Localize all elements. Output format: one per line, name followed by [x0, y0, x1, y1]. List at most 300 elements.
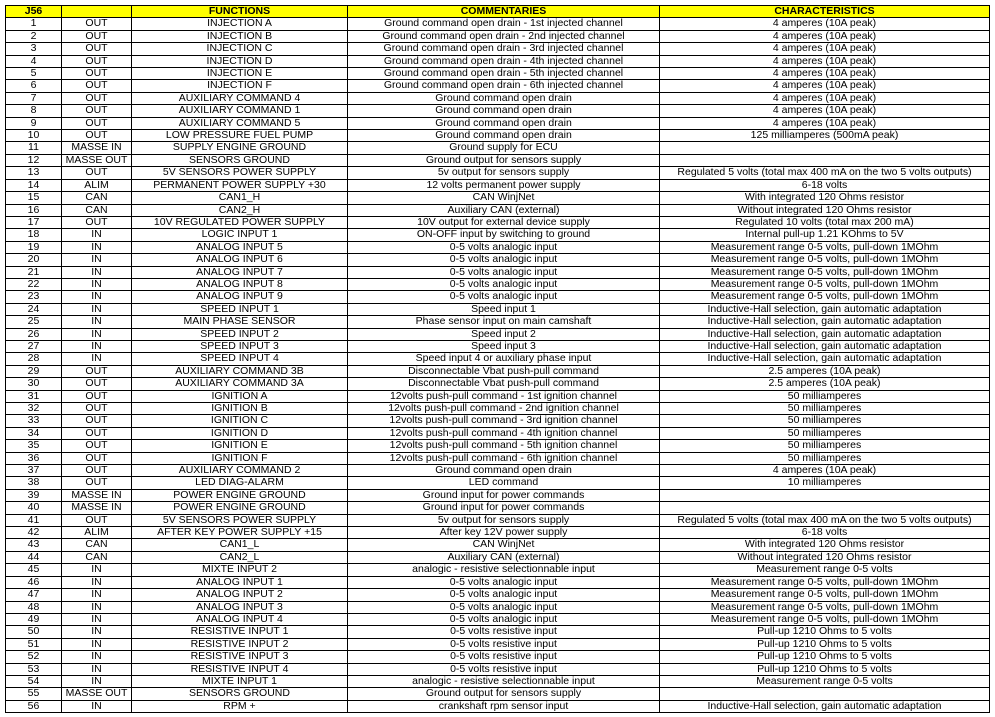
table-row [6, 142, 990, 154]
direction-cell: OUT [62, 452, 132, 464]
direction-cell: IN [62, 328, 132, 340]
table-row [6, 80, 990, 92]
pin-cell: 35 [6, 440, 62, 452]
characteristics-cell: 4 amperes (10A peak) [660, 117, 990, 129]
direction-cell: ALIM [62, 527, 132, 539]
comment-cell: 12volts push-pull command - 3rd ignition channel [348, 415, 660, 427]
function-cell: IGNITION D [132, 427, 348, 439]
table-row [6, 216, 990, 228]
direction-cell: OUT [62, 105, 132, 117]
table-row [6, 316, 990, 328]
table-row [6, 626, 990, 638]
pin-cell: 25 [6, 316, 62, 328]
pin-cell: 29 [6, 365, 62, 377]
characteristics-cell [660, 502, 990, 514]
direction-cell: IN [62, 638, 132, 650]
direction-cell: MASSE IN [62, 502, 132, 514]
table-row [6, 167, 990, 179]
table-row [6, 675, 990, 687]
table-header [6, 6, 990, 18]
header-direction [62, 6, 132, 18]
table-row [6, 328, 990, 340]
characteristics-cell: Regulated 5 volts (total max 400 mA on the two 5 volts outputs) [660, 514, 990, 526]
pin-cell: 5 [6, 68, 62, 80]
function-cell: SPEED INPUT 4 [132, 353, 348, 365]
characteristics-cell: 4 amperes (10A peak) [660, 105, 990, 117]
comment-cell: Speed input 4 or auxiliary phase input [348, 353, 660, 365]
function-cell: ANALOG INPUT 9 [132, 291, 348, 303]
pin-cell: 50 [6, 626, 62, 638]
function-cell: SUPPLY ENGINE GROUND [132, 142, 348, 154]
comment-cell: Disconnectable Vbat push-pull command [348, 365, 660, 377]
header-connector: J56 [6, 6, 62, 18]
comment-cell: Ground output for sensors supply [348, 688, 660, 700]
pin-cell: 26 [6, 328, 62, 340]
characteristics-cell: Measurement range 0-5 volts, pull-down 1MOhm [660, 601, 990, 613]
pin-cell: 16 [6, 204, 62, 216]
pin-cell: 9 [6, 117, 62, 129]
table-row [6, 663, 990, 675]
function-cell: LED DIAG-ALARM [132, 477, 348, 489]
characteristics-cell: 50 milliamperes [660, 427, 990, 439]
direction-cell: IN [62, 340, 132, 352]
pin-cell: 6 [6, 80, 62, 92]
characteristics-cell: Measurement range 0-5 volts, pull-down 1MOhm [660, 241, 990, 253]
comment-cell: Auxiliary CAN (external) [348, 204, 660, 216]
comment-cell: 0-5 volts analogic input [348, 241, 660, 253]
characteristics-cell: With integrated 120 Ohms resistor [660, 192, 990, 204]
comment-cell: 0-5 volts analogic input [348, 589, 660, 601]
function-cell: LOW PRESSURE FUEL PUMP [132, 130, 348, 142]
pin-cell: 33 [6, 415, 62, 427]
direction-cell: OUT [62, 378, 132, 390]
comment-cell: Phase sensor input on main camshaft [348, 316, 660, 328]
direction-cell: MASSE OUT [62, 688, 132, 700]
function-cell: RESISTIVE INPUT 2 [132, 638, 348, 650]
pin-cell: 36 [6, 452, 62, 464]
table-row [6, 551, 990, 563]
pin-cell: 14 [6, 179, 62, 191]
characteristics-cell: 2.5 amperes (10A peak) [660, 378, 990, 390]
table-row [6, 539, 990, 551]
comment-cell: Ground input for power commands [348, 489, 660, 501]
function-cell: ANALOG INPUT 8 [132, 278, 348, 290]
characteristics-cell: Measurement range 0-5 volts, pull-down 1MOhm [660, 613, 990, 625]
function-cell: IGNITION C [132, 415, 348, 427]
function-cell: SENSORS GROUND [132, 688, 348, 700]
pin-cell: 22 [6, 278, 62, 290]
table-row [6, 527, 990, 539]
comment-cell: 12volts push-pull command - 5th ignition channel [348, 440, 660, 452]
table-row [6, 179, 990, 191]
table-row [6, 651, 990, 663]
pin-cell: 20 [6, 254, 62, 266]
characteristics-cell [660, 688, 990, 700]
function-cell: POWER ENGINE GROUND [132, 502, 348, 514]
table-row [6, 192, 990, 204]
characteristics-cell: Inductive-Hall selection, gain automatic adaptation [660, 700, 990, 712]
characteristics-cell: 50 milliamperes [660, 452, 990, 464]
direction-cell: IN [62, 576, 132, 588]
function-cell: CAN2_H [132, 204, 348, 216]
direction-cell: IN [62, 613, 132, 625]
comment-cell: analogic - resistive selectionnable input [348, 675, 660, 687]
function-cell: ANALOG INPUT 3 [132, 601, 348, 613]
function-cell: ANALOG INPUT 5 [132, 241, 348, 253]
comment-cell: Ground command open drain [348, 130, 660, 142]
direction-cell: IN [62, 601, 132, 613]
characteristics-cell: Inductive-Hall selection, gain automatic adaptation [660, 340, 990, 352]
pin-cell: 47 [6, 589, 62, 601]
characteristics-cell: Without integrated 120 Ohms resistor [660, 551, 990, 563]
function-cell: AUXILIARY COMMAND 2 [132, 465, 348, 477]
direction-cell: IN [62, 663, 132, 675]
comment-cell: 0-5 volts resistive input [348, 663, 660, 675]
pin-cell: 53 [6, 663, 62, 675]
pin-cell: 18 [6, 229, 62, 241]
comment-cell: Ground command open drain - 1st injected channel [348, 18, 660, 30]
direction-cell: OUT [62, 216, 132, 228]
direction-cell: OUT [62, 390, 132, 402]
function-cell: AFTER KEY POWER SUPPLY +15 [132, 527, 348, 539]
comment-cell: Ground command open drain [348, 465, 660, 477]
function-cell: 5V SENSORS POWER SUPPLY [132, 514, 348, 526]
function-cell: 5V SENSORS POWER SUPPLY [132, 167, 348, 179]
pin-cell: 3 [6, 43, 62, 55]
characteristics-cell: Measurement range 0-5 volts [660, 675, 990, 687]
table-row [6, 92, 990, 104]
direction-cell: ALIM [62, 179, 132, 191]
characteristics-cell: Inductive-Hall selection, gain automatic adaptation [660, 316, 990, 328]
table-row [6, 154, 990, 166]
table-row [6, 278, 990, 290]
table-row [6, 105, 990, 117]
direction-cell: CAN [62, 539, 132, 551]
pin-cell: 8 [6, 105, 62, 117]
function-cell: SPEED INPUT 1 [132, 303, 348, 315]
pinout-table [5, 5, 990, 713]
function-cell: AUXILIARY COMMAND 5 [132, 117, 348, 129]
characteristics-cell: Inductive-Hall selection, gain automatic adaptation [660, 353, 990, 365]
direction-cell: IN [62, 651, 132, 663]
function-cell: MIXTE INPUT 1 [132, 675, 348, 687]
characteristics-cell: Regulated 5 volts (total max 400 mA on the two 5 volts outputs) [660, 167, 990, 179]
direction-cell: OUT [62, 167, 132, 179]
pin-cell: 12 [6, 154, 62, 166]
function-cell: INJECTION D [132, 55, 348, 67]
pin-cell: 15 [6, 192, 62, 204]
direction-cell: IN [62, 278, 132, 290]
comment-cell: analogic - resistive selectionnable input [348, 564, 660, 576]
direction-cell: CAN [62, 551, 132, 563]
pin-cell: 1 [6, 18, 62, 30]
characteristics-cell: Measurement range 0-5 volts, pull-down 1MOhm [660, 576, 990, 588]
pin-cell: 32 [6, 403, 62, 415]
function-cell: RESISTIVE INPUT 3 [132, 651, 348, 663]
function-cell: IGNITION E [132, 440, 348, 452]
pin-cell: 43 [6, 539, 62, 551]
direction-cell: OUT [62, 477, 132, 489]
table-row [6, 452, 990, 464]
function-cell: INJECTION C [132, 43, 348, 55]
table-row [6, 241, 990, 253]
pin-cell: 44 [6, 551, 62, 563]
direction-cell: OUT [62, 68, 132, 80]
function-cell: LOGIC INPUT 1 [132, 229, 348, 241]
header-row [6, 6, 990, 18]
function-cell: CAN1_H [132, 192, 348, 204]
characteristics-cell: 4 amperes (10A peak) [660, 55, 990, 67]
characteristics-cell: 4 amperes (10A peak) [660, 30, 990, 42]
function-cell: IGNITION A [132, 390, 348, 402]
characteristics-cell: 2.5 amperes (10A peak) [660, 365, 990, 377]
comment-cell: 12volts push-pull command - 6th ignition channel [348, 452, 660, 464]
direction-cell: IN [62, 266, 132, 278]
function-cell: SPEED INPUT 2 [132, 328, 348, 340]
table-row [6, 55, 990, 67]
pin-cell: 31 [6, 390, 62, 402]
function-cell: CAN2_L [132, 551, 348, 563]
characteristics-cell [660, 489, 990, 501]
characteristics-cell: Measurement range 0-5 volts, pull-down 1MOhm [660, 291, 990, 303]
pin-cell: 54 [6, 675, 62, 687]
function-cell: POWER ENGINE GROUND [132, 489, 348, 501]
comment-cell: 0-5 volts resistive input [348, 651, 660, 663]
table-row [6, 390, 990, 402]
comment-cell: 0-5 volts resistive input [348, 638, 660, 650]
comment-cell: ON-OFF input by switching to ground [348, 229, 660, 241]
table-row [6, 378, 990, 390]
comment-cell: 0-5 volts analogic input [348, 278, 660, 290]
comment-cell: Ground command open drain - 3rd injected channel [348, 43, 660, 55]
direction-cell: OUT [62, 365, 132, 377]
table-body [6, 18, 990, 713]
direction-cell: OUT [62, 415, 132, 427]
characteristics-cell [660, 154, 990, 166]
table-row [6, 291, 990, 303]
pin-cell: 24 [6, 303, 62, 315]
comment-cell: Disconnectable Vbat push-pull command [348, 378, 660, 390]
comment-cell: Ground command open drain [348, 105, 660, 117]
table-row [6, 266, 990, 278]
direction-cell: IN [62, 589, 132, 601]
characteristics-cell: 50 milliamperes [660, 390, 990, 402]
table-row [6, 564, 990, 576]
header-characteristics: CHARACTERISTICS [660, 6, 990, 18]
pin-cell: 30 [6, 378, 62, 390]
pin-cell: 34 [6, 427, 62, 439]
header-commentaries: COMMENTARIES [348, 6, 660, 18]
function-cell: PERMANENT POWER SUPPLY +30 [132, 179, 348, 191]
function-cell: AUXILIARY COMMAND 3A [132, 378, 348, 390]
pin-cell: 45 [6, 564, 62, 576]
characteristics-cell: Regulated 10 volts (total max 200 mA) [660, 216, 990, 228]
table-row [6, 204, 990, 216]
direction-cell: IN [62, 303, 132, 315]
table-row [6, 465, 990, 477]
pin-cell: 39 [6, 489, 62, 501]
pin-cell: 2 [6, 30, 62, 42]
table-row [6, 340, 990, 352]
comment-cell: 12 volts permanent power supply [348, 179, 660, 191]
table-row [6, 576, 990, 588]
function-cell: INJECTION B [132, 30, 348, 42]
function-cell: AUXILIARY COMMAND 4 [132, 92, 348, 104]
comment-cell: 5v output for sensors supply [348, 514, 660, 526]
direction-cell: IN [62, 254, 132, 266]
characteristics-cell: 50 milliamperes [660, 440, 990, 452]
comment-cell: Ground command open drain - 5th injected channel [348, 68, 660, 80]
characteristics-cell: Measurement range 0-5 volts, pull-down 1MOhm [660, 278, 990, 290]
comment-cell: Ground command open drain [348, 92, 660, 104]
characteristics-cell: Measurement range 0-5 volts [660, 564, 990, 576]
direction-cell: CAN [62, 204, 132, 216]
direction-cell: OUT [62, 130, 132, 142]
pin-cell: 46 [6, 576, 62, 588]
table-row [6, 700, 990, 712]
table-row [6, 68, 990, 80]
table-row [6, 688, 990, 700]
comment-cell: 0-5 volts resistive input [348, 626, 660, 638]
characteristics-cell: 4 amperes (10A peak) [660, 68, 990, 80]
direction-cell: IN [62, 675, 132, 687]
comment-cell: Ground output for sensors supply [348, 154, 660, 166]
function-cell: SPEED INPUT 3 [132, 340, 348, 352]
characteristics-cell: 125 milliamperes (500mA peak) [660, 130, 990, 142]
table-row [6, 440, 990, 452]
function-cell: ANALOG INPUT 6 [132, 254, 348, 266]
characteristics-cell: 4 amperes (10A peak) [660, 465, 990, 477]
comment-cell: crankshaft rpm sensor input [348, 700, 660, 712]
table-row [6, 117, 990, 129]
characteristics-cell: Pull-up 1210 Ohms to 5 volts [660, 626, 990, 638]
characteristics-cell: Without integrated 120 Ohms resistor [660, 204, 990, 216]
table-row [6, 30, 990, 42]
table-row [6, 254, 990, 266]
characteristics-cell: 4 amperes (10A peak) [660, 43, 990, 55]
function-cell: CAN1_L [132, 539, 348, 551]
comment-cell: Ground command open drain - 4th injected channel [348, 55, 660, 67]
direction-cell: OUT [62, 92, 132, 104]
function-cell: INJECTION E [132, 68, 348, 80]
pin-cell: 41 [6, 514, 62, 526]
direction-cell: MASSE OUT [62, 154, 132, 166]
direction-cell: IN [62, 229, 132, 241]
table-row [6, 303, 990, 315]
pin-cell: 52 [6, 651, 62, 663]
characteristics-cell: 6-18 volts [660, 179, 990, 191]
pin-cell: 17 [6, 216, 62, 228]
pin-cell: 55 [6, 688, 62, 700]
function-cell: MIXTE INPUT 2 [132, 564, 348, 576]
comment-cell: 0-5 volts analogic input [348, 254, 660, 266]
comment-cell: CAN WinjNet [348, 192, 660, 204]
pin-cell: 27 [6, 340, 62, 352]
comment-cell: Auxiliary CAN (external) [348, 551, 660, 563]
characteristics-cell: 4 amperes (10A peak) [660, 80, 990, 92]
header-functions: FUNCTIONS [132, 6, 348, 18]
direction-cell: OUT [62, 465, 132, 477]
characteristics-cell: With integrated 120 Ohms resistor [660, 539, 990, 551]
function-cell: MAIN PHASE SENSOR [132, 316, 348, 328]
pin-cell: 28 [6, 353, 62, 365]
comment-cell: Ground command open drain - 2nd injected channel [348, 30, 660, 42]
function-cell: RPM + [132, 700, 348, 712]
pin-cell: 51 [6, 638, 62, 650]
comment-cell: Speed input 1 [348, 303, 660, 315]
table-row [6, 589, 990, 601]
function-cell: IGNITION B [132, 403, 348, 415]
characteristics-cell: 4 amperes (10A peak) [660, 92, 990, 104]
table-row [6, 613, 990, 625]
direction-cell: OUT [62, 43, 132, 55]
pin-cell: 37 [6, 465, 62, 477]
comment-cell: 0-5 volts analogic input [348, 601, 660, 613]
direction-cell: IN [62, 241, 132, 253]
comment-cell: 10V output for external device supply [348, 216, 660, 228]
pin-cell: 40 [6, 502, 62, 514]
function-cell: AUXILIARY COMMAND 3B [132, 365, 348, 377]
pin-cell: 56 [6, 700, 62, 712]
direction-cell: IN [62, 626, 132, 638]
table-row [6, 130, 990, 142]
comment-cell: Ground input for power commands [348, 502, 660, 514]
comment-cell: 12volts push-pull command - 2nd ignition channel [348, 403, 660, 415]
function-cell: ANALOG INPUT 1 [132, 576, 348, 588]
comment-cell: Ground command open drain [348, 117, 660, 129]
comment-cell: 0-5 volts analogic input [348, 291, 660, 303]
direction-cell: IN [62, 291, 132, 303]
characteristics-cell: Internal pull-up 1.21 KOhms to 5V [660, 229, 990, 241]
comment-cell: Ground command open drain - 6th injected channel [348, 80, 660, 92]
characteristics-cell: 4 amperes (10A peak) [660, 18, 990, 30]
pin-cell: 11 [6, 142, 62, 154]
characteristics-cell: Measurement range 0-5 volts, pull-down 1MOhm [660, 266, 990, 278]
characteristics-cell: Pull-up 1210 Ohms to 5 volts [660, 651, 990, 663]
function-cell: ANALOG INPUT 2 [132, 589, 348, 601]
direction-cell: OUT [62, 514, 132, 526]
function-cell: ANALOG INPUT 7 [132, 266, 348, 278]
table-row [6, 514, 990, 526]
table-row [6, 353, 990, 365]
function-cell: INJECTION F [132, 80, 348, 92]
characteristics-cell: Measurement range 0-5 volts, pull-down 1MOhm [660, 254, 990, 266]
comment-cell: After key 12V power supply [348, 527, 660, 539]
function-cell: RESISTIVE INPUT 1 [132, 626, 348, 638]
table-row [6, 601, 990, 613]
pin-cell: 21 [6, 266, 62, 278]
comment-cell: LED command [348, 477, 660, 489]
table-row [6, 477, 990, 489]
pin-cell: 49 [6, 613, 62, 625]
characteristics-cell: Measurement range 0-5 volts, pull-down 1MOhm [660, 589, 990, 601]
function-cell: IGNITION F [132, 452, 348, 464]
comment-cell: Ground supply for ECU [348, 142, 660, 154]
table-row [6, 489, 990, 501]
direction-cell: MASSE IN [62, 489, 132, 501]
table-row [6, 229, 990, 241]
function-cell: AUXILIARY COMMAND 1 [132, 105, 348, 117]
table-row [6, 43, 990, 55]
function-cell: INJECTION A [132, 18, 348, 30]
direction-cell: OUT [62, 80, 132, 92]
table-row [6, 415, 990, 427]
table-row [6, 427, 990, 439]
pin-cell: 7 [6, 92, 62, 104]
characteristics-cell: Pull-up 1210 Ohms to 5 volts [660, 663, 990, 675]
direction-cell: IN [62, 700, 132, 712]
direction-cell: OUT [62, 30, 132, 42]
